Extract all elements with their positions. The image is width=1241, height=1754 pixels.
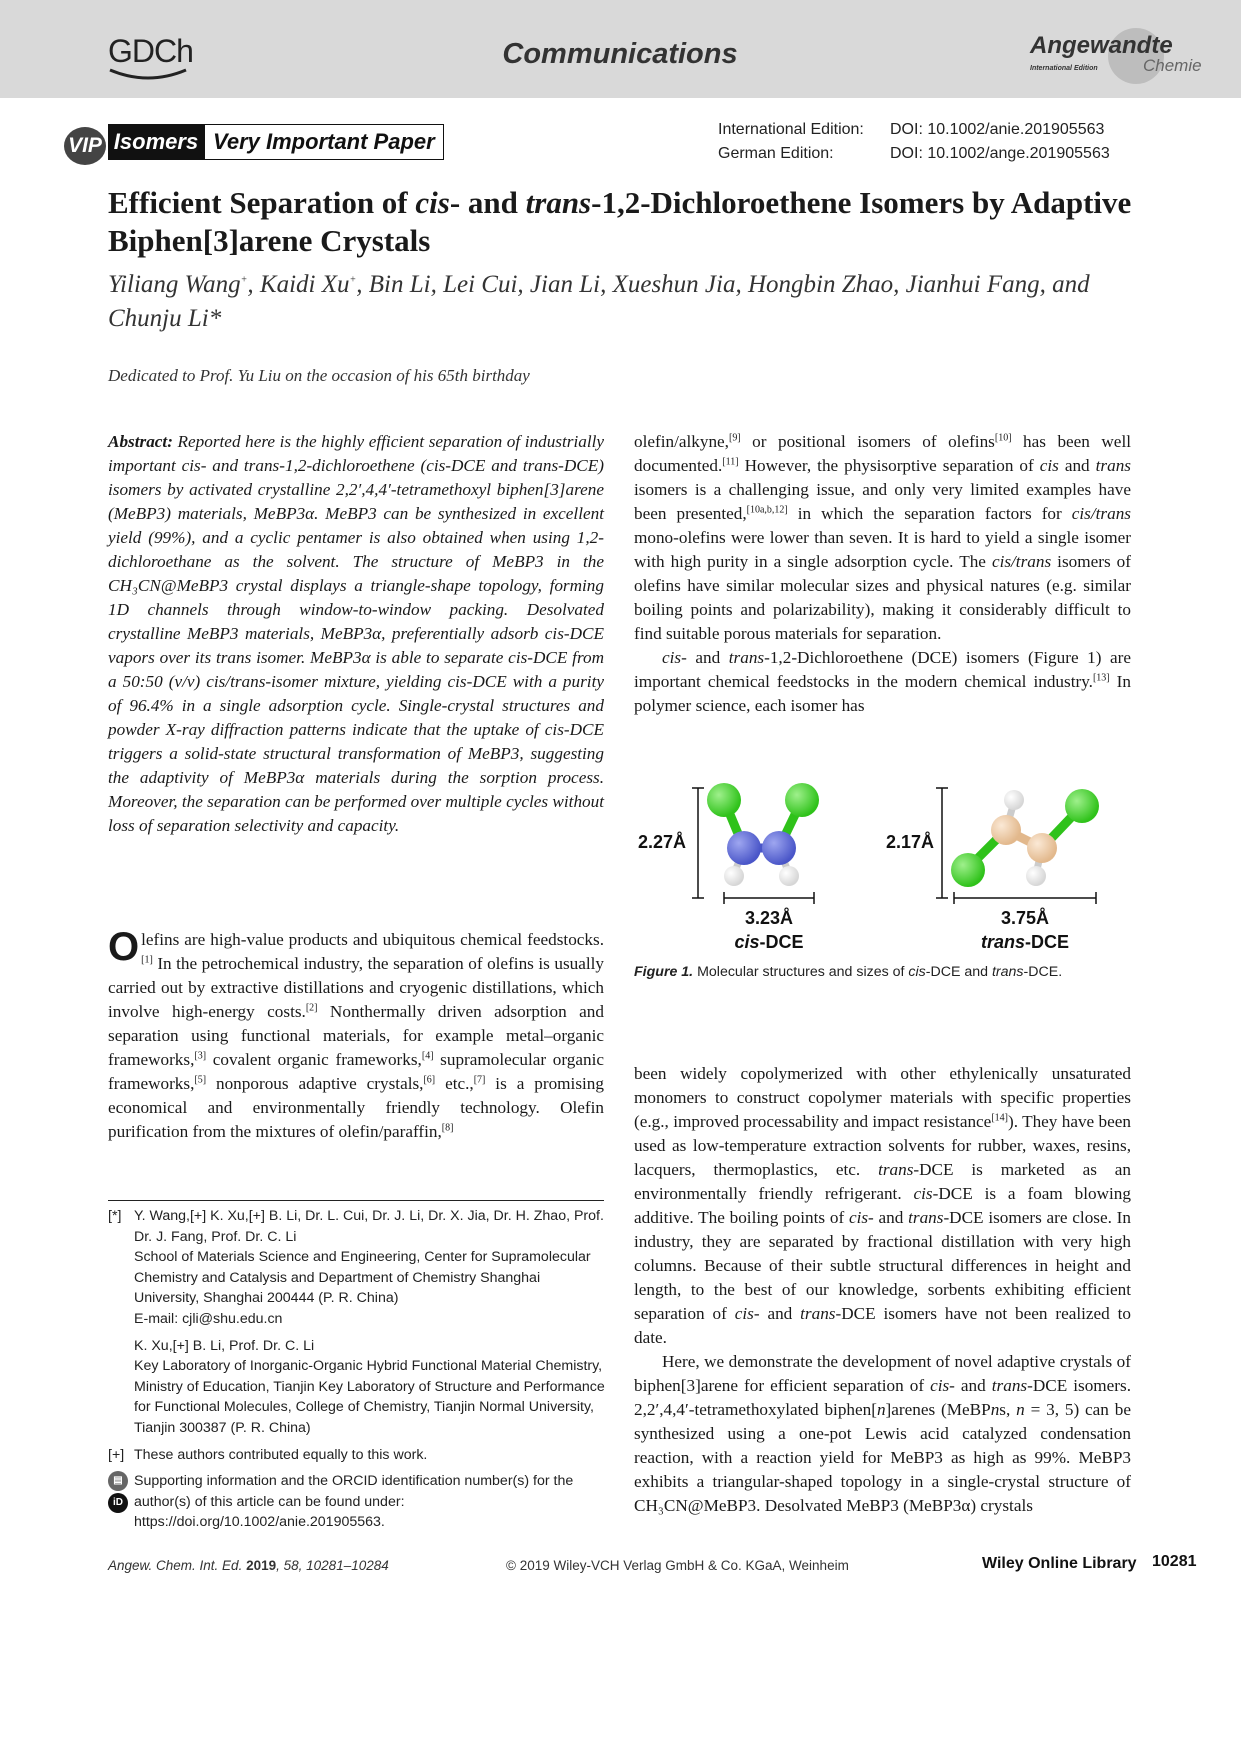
body-left [108, 925, 605, 1144]
figure-caption-label: Figure 1. [634, 964, 694, 980]
supporting-info-footnote [108, 1471, 608, 1533]
text-run: s, [999, 1400, 1017, 1419]
citation-ref[interactable]: [13] [1092, 672, 1110, 684]
trans-dce-molecule [951, 789, 1099, 887]
affiliation-mark: [*] [108, 1208, 122, 1224]
angewandte-logo-main: Angewandte [1030, 32, 1173, 59]
body-right-paragraph-2 [634, 646, 1131, 718]
citation-ref[interactable]: [5] [194, 1074, 207, 1086]
author-and: and [1052, 271, 1090, 298]
title-cis: cis [415, 185, 450, 220]
citation-ref[interactable]: [10a,b,12] [746, 504, 788, 516]
text-run: - and [868, 1208, 909, 1227]
text-run: cis [848, 1208, 869, 1227]
gdch-logo [108, 34, 198, 84]
cis-name-label [734, 932, 803, 952]
citation-ref[interactable]: [8] [441, 1122, 454, 1134]
text-run: - and [681, 648, 729, 667]
author-name: Jianhui Fang [905, 271, 1040, 298]
text-run: ). They have been used as low-temperature extraction solvents for rubber, waxes, resins, lacquers, thermoplastics, etc. [634, 1112, 1131, 1179]
citation-ref[interactable]: [14] [991, 1112, 1008, 1124]
cis-length-label: 3.23Å [744, 908, 794, 928]
paper-type-tag: Very Important Paper [204, 124, 444, 160]
title-part-c: -1,2-Dichloroethene Isomers by Adaptive Biphen[3]arene Crystals [108, 185, 1132, 258]
text-run: Nonthermally driven adsorption and separation using functional materials, for example metal–organic frameworks, [108, 1002, 604, 1069]
text-run: n [1016, 1400, 1025, 1419]
abstract [108, 430, 604, 838]
body-right-paragraph-3 [634, 1062, 1131, 1350]
affiliation-people-2: K. Xu,[+] B. Li, Prof. Dr. C. Li [134, 1337, 315, 1354]
doi-intl-value[interactable]: DOI: 10.1002/anie.201905563 [890, 121, 1105, 138]
text-run: mono-olefins were lower than seven. It is hard to yield a single isomer with high purity in a single adsorption cycle. The [634, 528, 1131, 571]
author-name: Chunju Li* [108, 305, 222, 332]
affiliation-people: Y. Wang,[+] K. Xu,[+] B. Li, Dr. L. Cui, Dr. J. Li, Dr. X. Jia, Dr. H. Zhao, Prof. Dr. J. Fang, Prof. Dr. C. Li [134, 1208, 604, 1245]
angewandte-logo-chemie: Chemie [1143, 56, 1202, 75]
citation-ref[interactable]: [2] [305, 1002, 318, 1014]
citation [108, 1558, 389, 1573]
citation-ref[interactable]: [4] [421, 1050, 434, 1062]
page-number: 10281 [1152, 1553, 1197, 1570]
cis-name-rest: -DCE [759, 932, 804, 952]
text-run: trans [1095, 456, 1131, 475]
author-mark: + [349, 274, 357, 286]
text-run: trans [728, 648, 765, 667]
author-mark: + [240, 274, 248, 286]
cis-height-label: 2.27Å [638, 832, 687, 852]
doi-intl-label: International Edition: [718, 121, 864, 138]
doi-german-value[interactable]: DOI: 10.1002/ange.201905563 [890, 145, 1110, 162]
text-run: -DCE is a foam blowing additive. The boiling points of [634, 1184, 1131, 1227]
abstract-label: Abstract: [108, 432, 173, 451]
text-run: Here, we demonstrate the development of novel adaptive crystals of biphen[3]arene for efficient separation of [634, 1352, 1131, 1395]
text-run: In polymer science, each isomer has [634, 672, 1131, 715]
text-run: isomers is a challenging issue, and only very limited examples have been presented, [634, 480, 1131, 523]
text-run: n [990, 1400, 1000, 1419]
author-name: Bin Li [368, 271, 431, 298]
text-run: cis [913, 1184, 933, 1203]
text-run: supramolecular organic frameworks, [108, 1050, 605, 1093]
topic-tag: Isomers [108, 124, 204, 160]
text-run: ]arenes (MeBP [885, 1400, 991, 1419]
gdch-logo-text: GDCh [108, 33, 193, 69]
figure-1-graphic [634, 770, 1131, 960]
text-run: - and [753, 1304, 801, 1323]
text-run: cis [734, 1304, 754, 1323]
text-run: n [876, 1400, 886, 1419]
text-run: been widely copolymerized with other ethylenically unsaturated monomers to construct copolymer materials with specific properties (e.g., improved processability and impact resistance [634, 1064, 1131, 1131]
trans-name-rest: -DCE [1025, 932, 1070, 952]
body-left-paragraph [108, 925, 605, 1141]
text-run: covalent organic frameworks, [206, 1050, 422, 1069]
citation-ref[interactable]: [7] [473, 1074, 486, 1086]
affiliation-2: Key Laboratory of Inorganic-Organic Hybrid Functional Material Chemistry, Ministry of Education, Tianjin Key Laboratory of Structure and Performance for Functional Molecules, College of Chemistry, Tianjin Normal University, Tianjin 300387 (P. R. China) [134, 1358, 605, 1436]
affiliation-1: School of Materials Science and Engineering, Center for Supramolecular Chemistry and Catalysis and Department of Chemistry Shanghai University, Shanghai 200444 (P. R. China) [134, 1249, 591, 1307]
author-name: Xueshun Jia [612, 271, 736, 298]
text-run: trans [991, 964, 1024, 980]
figure-caption-text [693, 964, 1062, 980]
citation-ref[interactable]: [9] [728, 432, 741, 444]
abstract-text: Reported here is the highly efficient separation of industrially important cis- and trans-1,2-dichloroethene (cis-DCE and trans-DCE) isomers by activated crystalline 2,2′,4,4′-tetramethoxyl biphen[3]arene (MeBP3) materials, MeBP3α. MeBP3 can be synthesized in excellent yield (99%), and a cyclic pentamer is also obtained when using 1,2-dichloroethane as the solvent. The structure of MeBP3 in the CH₃CN@MeBP3 crystal displays a triangle-shape topology, forming 1D channels through window-to-window packing. Desolvated crystalline MeBP3 materials, MeBP3α, preferentially adsorb cis-DCE vapors over its trans isomer. MeBP3α is able to separate cis-DCE from a 50:50 (v/v) cis/trans-isomer mixture, yielding cis-DCE with a purity of 96.4% in a single adsorption cycle. Single-crystal structures and powder X-ray diffraction patterns indicate that the uptake of cis-DCE triggers a solid-state structural transformation of MeBP3, suggesting the adaptivity of MeBP3α materials during the sorption process. Moreover, the separation can be performed over multiple cycles without loss of separation selectivity and capacity. [108, 432, 605, 835]
text-run: etc., [435, 1074, 474, 1093]
author-name: Jian Li [529, 271, 601, 298]
text-run: -DCE. [1023, 964, 1063, 980]
author-name: Yiliang Wang [108, 271, 241, 298]
figure-1-caption [634, 964, 1131, 980]
cis-dce-molecule [707, 783, 819, 886]
section-heading: Communications [502, 38, 738, 70]
footnote-rule [108, 1200, 604, 1201]
citation-journal: Angew. Chem. Int. Ed. [108, 1558, 243, 1573]
angewandte-logo [1030, 26, 1210, 86]
text-run: -1,2-Dichloroethene (DCE) isomers (Figure 1) are important chemical feedstocks in the modern chemical industry. [634, 648, 1131, 691]
citation-ref[interactable]: [11] [722, 456, 739, 468]
text-run: -DCE and [925, 964, 992, 980]
body-right-paragraph-1 [634, 430, 1131, 646]
text-run: olefin/alkyne, [634, 432, 729, 451]
citation-ref[interactable]: [1] [141, 954, 153, 966]
figure-1 [634, 770, 1131, 960]
orcid-icon: iD [108, 1493, 128, 1513]
text-run: cis/trans [991, 552, 1052, 571]
footnotes [108, 1206, 608, 1533]
text-run: trans [908, 1208, 944, 1227]
text-run: or positional isomers of olefins [740, 432, 995, 451]
text-run: in which the separation factors for [787, 504, 1072, 523]
text-run: - and [949, 1376, 992, 1395]
text-run: isomers of olefins have similar molecular sizes and physical natures (e.g. similar boiling points and polarizability), making it considerably difficult to find suitable porous materials for separation. [634, 552, 1131, 643]
vip-badge: VIP [64, 127, 106, 165]
author-name: Kaidi Xu [259, 271, 350, 298]
text-run: lefins are high-value products and ubiquitous chemical feedstocks. [141, 930, 604, 949]
text-run: -DCE isomers. 2,2′,4,4′-tetramethoxylated biphen[ [634, 1376, 1131, 1419]
drop-cap: O [108, 925, 140, 969]
text-run: nonporous adaptive crystals, [206, 1074, 424, 1093]
citation-rest: , 58, 10281–10284 [276, 1558, 389, 1573]
supporting-info-icon: ▤ [108, 1471, 128, 1491]
title-part-b: - and [449, 185, 526, 220]
equal-contribution-footnote [108, 1445, 608, 1466]
trans-name-italic: trans [980, 932, 1026, 952]
text-run: -DCE is marketed as an environmentally friendly refrigerant. [634, 1160, 1131, 1203]
text-run: cis [908, 964, 926, 980]
affiliation-footnote [108, 1206, 608, 1439]
trans-length-label: 3.75Å [1000, 908, 1050, 928]
text-run: cis [930, 1376, 950, 1395]
text-run: In the petrochemical industry, the separation of olefins is usually carried out by extractive distillations and cryogenic distillations, which involve high-energy costs. [108, 954, 604, 1021]
text-run: has been well documented. [634, 432, 1131, 475]
text-run: -DCE isomers are close. In industry, they are separated by fractional distillation with very high columns. Because of their subtle structural differences in height and length, to the best of our knowledge, sorbents exhibiting efficient separation of [634, 1208, 1131, 1323]
author-list: Yiliang Wang+, Kaidi Xu+, Bin Li, Lei Cui, Jian Li, Xueshun Jia, Hongbin Zhao, Jianhui Fang, and Chunju Li* [108, 271, 1090, 332]
supporting-text[interactable]: Supporting information and the ORCID identification number(s) for the author(s) of this article can be found under: https://doi.org/10.1002/anie.201905563. [134, 1473, 574, 1531]
citation-year: 2019 [246, 1558, 277, 1573]
article-title [108, 184, 1138, 260]
text-run: trans [800, 1304, 836, 1323]
title-trans: trans [525, 185, 592, 220]
text-run: is a promising economical and environmentally friendly technology. Olefin purification from the mixtures of olefin/paraffin, [108, 1074, 604, 1141]
citation-ref[interactable]: [10] [994, 432, 1012, 444]
author-name: Hongbin Zhao [747, 271, 894, 298]
body-right-bottom [634, 1062, 1131, 1518]
equal-mark: [+] [108, 1446, 125, 1463]
title-part-a: Efficient Separation of [108, 185, 416, 220]
text-run: cis [1039, 456, 1059, 475]
gdch-logo-arc [108, 68, 198, 82]
text-run: cis/trans [1071, 504, 1131, 523]
text-run: = 3, 5) can be synthesized using a one-pot Lewis acid catalyzed condensation reaction, with a reaction yield for MeBP3 as high as 99%. MeBP3 exhibits a triangular-shaped topology in a single-crystal structure of CH₃CN@MeBP3. Desolvated MeBP3 (MeBP3α) crystals [634, 1400, 1131, 1515]
cis-name-italic: cis [734, 932, 760, 952]
text-run: trans [991, 1376, 1028, 1395]
author-name: Lei Cui [443, 271, 518, 298]
dedication: Dedicated to Prof. Yu Liu on the occasion of his 65th birthday [108, 366, 530, 385]
body-right-top [634, 430, 1131, 718]
text-run: -DCE isomers have not been realized to date. [634, 1304, 1132, 1347]
body-right-paragraph-4 [634, 1350, 1131, 1518]
text-run: trans [878, 1160, 914, 1179]
text-run: However, the physisorptive separation of [738, 456, 1040, 475]
angewandte-logo-edition: International Edition [1030, 65, 1098, 72]
copyright: © 2019 Wiley-VCH Verlag GmbH & Co. KGaA, Weinheim [506, 1558, 849, 1573]
citation-ref[interactable]: [3] [194, 1050, 207, 1062]
trans-name-label [981, 932, 1069, 952]
text-run: cis [662, 648, 682, 667]
citation-ref[interactable]: [6] [423, 1074, 436, 1086]
equal-text: These authors contributed equally to this work. [134, 1446, 428, 1463]
doi-german-label: German Edition: [718, 145, 834, 162]
wiley-online-library-link[interactable]: Wiley Online Library [982, 1555, 1137, 1572]
email[interactable]: E-mail: cjli@shu.edu.cn [134, 1310, 283, 1327]
text-run: and [1058, 456, 1096, 475]
text-run: Molecular structures and sizes of [693, 964, 909, 980]
trans-height-label: 2.17Å [886, 832, 935, 852]
